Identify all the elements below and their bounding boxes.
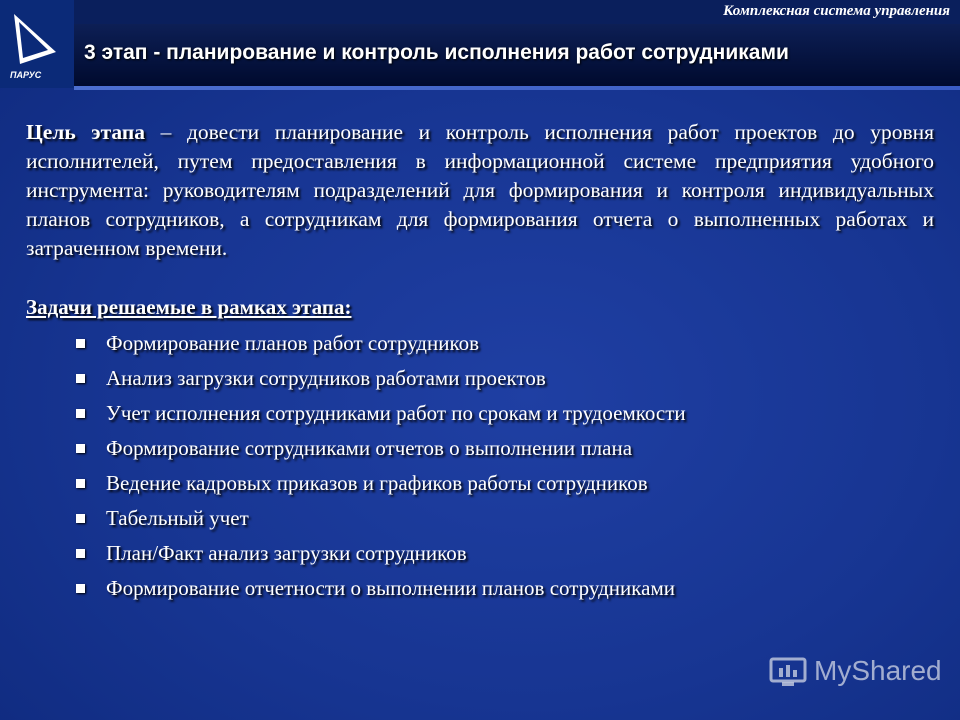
goal-paragraph — [26, 118, 934, 263]
watermark-text: MyShared — [814, 655, 942, 686]
list-item — [26, 466, 934, 501]
bullet-icon — [76, 584, 85, 593]
task-text: Табельный учет — [106, 506, 249, 530]
list-item — [26, 536, 934, 571]
bullet-icon — [76, 479, 85, 488]
bullet-icon — [76, 374, 85, 383]
sail-logo-icon — [6, 6, 66, 82]
goal-label: Цель этапа — [26, 120, 146, 144]
logo-text: ПАРУС — [10, 70, 42, 80]
bullet-icon — [76, 339, 85, 348]
list-item — [26, 396, 934, 431]
top-strip — [74, 0, 960, 22]
watermark — [768, 654, 942, 688]
list-item — [26, 501, 934, 536]
bullet-icon — [76, 444, 85, 453]
bullet-icon — [76, 409, 85, 418]
tasks-list — [26, 326, 934, 606]
myshared-logo-icon — [768, 654, 808, 688]
title-bar — [74, 24, 960, 86]
task-text: Формирование планов работ сотрудников — [106, 331, 479, 355]
goal-separator: – — [145, 120, 187, 144]
bullet-icon — [76, 549, 85, 558]
task-text: Формирование отчетности о выполнении планов сотрудниками — [106, 576, 675, 600]
list-item — [26, 431, 934, 466]
task-text: Ведение кадровых приказов и графиков работы сотрудников — [106, 471, 648, 495]
list-item — [26, 326, 934, 361]
company-line: Комплексная система управления — [723, 3, 950, 19]
logo — [0, 0, 74, 88]
task-text: Формирование сотрудниками отчетов о выполнении плана — [106, 436, 633, 460]
list-item — [26, 361, 934, 396]
task-text: План/Факт анализ загрузки сотрудников — [106, 541, 467, 565]
task-text: Учет исполнения сотрудниками работ по срокам и трудоемкости — [106, 401, 686, 425]
task-text: Анализ загрузки сотрудников работами проектов — [106, 366, 546, 390]
header-divider — [74, 86, 960, 90]
list-item — [26, 571, 934, 606]
tasks-heading: Задачи решаемые в рамках этапа: — [26, 295, 352, 319]
goal-text: довести планирование и контроль исполнения работ проектов до уровня исполнителей, путем предоставления в информационной системе предприятия удобного инструмента: руководителям подразделений для формирования и контроля индивидуальных планов сотрудников, а сотрудникам для формирования отчета о выполненных работах и затраченном времени. — [26, 120, 934, 260]
page-title: 3 этап - планирование и контроль исполнения работ сотрудниками — [84, 41, 789, 64]
bullet-icon — [76, 514, 85, 523]
content — [26, 118, 934, 606]
